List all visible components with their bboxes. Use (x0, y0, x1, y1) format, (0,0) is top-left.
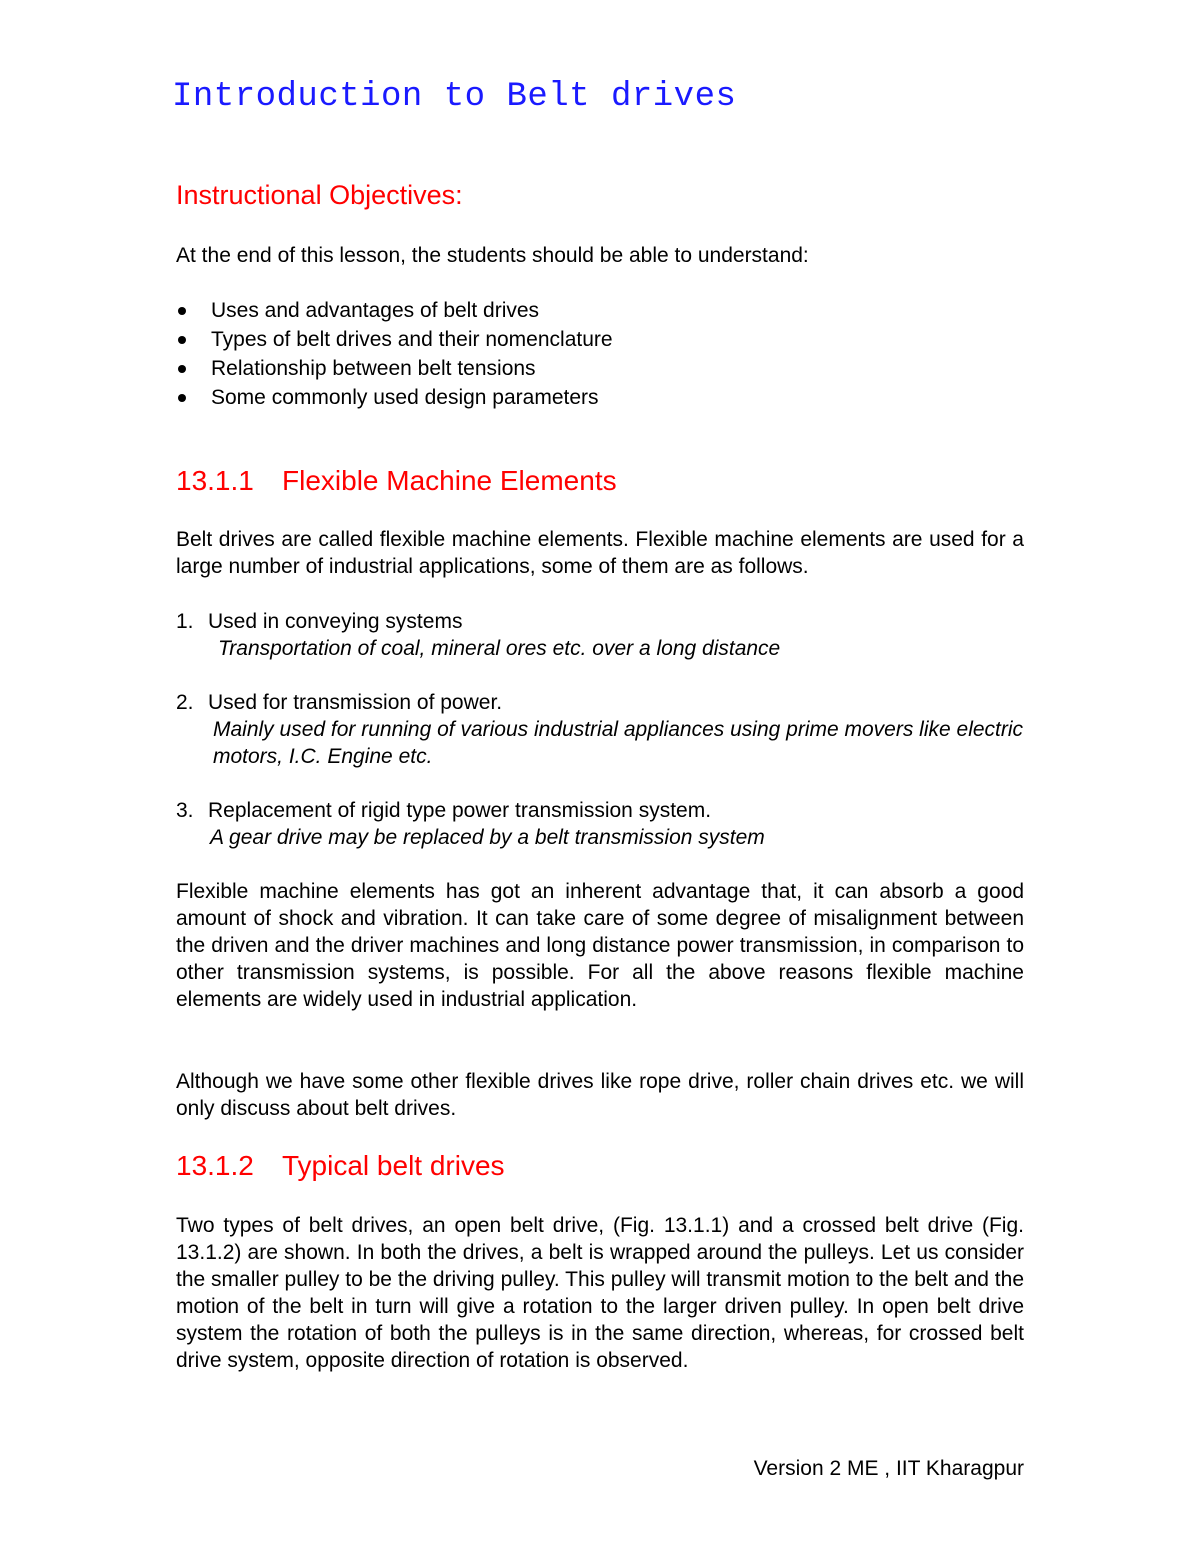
list-item: Some commonly used design parameters (176, 383, 613, 412)
objectives-heading: Instructional Objectives: (176, 180, 463, 210)
item-description: Transportation of coal, mineral ores etc. over a long distance (218, 637, 781, 660)
list-item: Relationship between belt tensions (176, 354, 613, 383)
item-number: 2. (176, 691, 194, 714)
list-item (176, 797, 1026, 851)
section-title: Flexible Machine Elements (282, 465, 617, 496)
section1-intro: Belt drives are called flexible machine elements. Flexible machine elements are used for a large number of industrial applications, some of them are as follows. (176, 528, 1024, 578)
objectives-list (176, 296, 613, 412)
bullet-icon (178, 394, 186, 402)
bullet-icon (178, 307, 186, 315)
section-title: Typical belt drives (282, 1150, 505, 1181)
item-description: A gear drive may be replaced by a belt transmission system (210, 826, 765, 849)
page-footer: Version 2 ME , IIT Kharagpur (753, 1457, 1024, 1480)
item-text: Replacement of rigid type power transmission system. (208, 799, 712, 822)
section-number: 13.1.2 (176, 1150, 254, 1181)
section1-paragraph: Flexible machine elements has got an inherent advantage that, it can absorb a good amount of shock and vibration. It can take care of some degree of misalignment between the driven and the driver machines and long distance power transmission, in comparison to other transmission systems, is possible. For all the above reasons flexible machine elements are widely used in industrial application. (176, 880, 1024, 1011)
objectives-intro: At the end of this lesson, the students should be able to understand: (176, 244, 809, 267)
bullet-icon (178, 365, 186, 373)
list-item (176, 689, 1026, 770)
bullet-icon (178, 336, 186, 344)
item-number: 3. (176, 799, 194, 822)
item-text: Used in conveying systems (208, 610, 463, 633)
item-text: Used for transmission of power. (208, 691, 503, 714)
section2-paragraph: Two types of belt drives, an open belt drive, (Fig. 13.1.1) and a crossed belt drive (Fig. 13.1.2) are shown. In both the drives, a belt is wrapped around the pulleys. Let us consider the smaller pulley to be the driving pulley. This pulley will transmit motion to the belt and the motion of the belt in turn will give a rotation to the larger driven pulley. In open belt drive system the rotation of both the pulleys is in the same direction, whereas, for crossed belt drive system, opposite direction of rotation is observed. (176, 1214, 1024, 1372)
list-item: Uses and advantages of belt drives (176, 296, 613, 325)
section-heading-typical (176, 1150, 505, 1182)
list-item: Types of belt drives and their nomenclature (176, 325, 613, 354)
item-description: Mainly used for running of various industrial appliances using prime movers like electric motors, I.C. Engine etc. (213, 718, 1024, 768)
item-number: 1. (176, 610, 194, 633)
section1-paragraph-2: Although we have some other flexible drives like rope drive, roller chain drives etc. we will only discuss about belt drives. (176, 1070, 1024, 1120)
document-title: Introduction to Belt drives (172, 78, 737, 116)
section-heading-flexible (176, 465, 617, 497)
list-item (176, 608, 1026, 662)
section-number: 13.1.1 (176, 465, 254, 496)
